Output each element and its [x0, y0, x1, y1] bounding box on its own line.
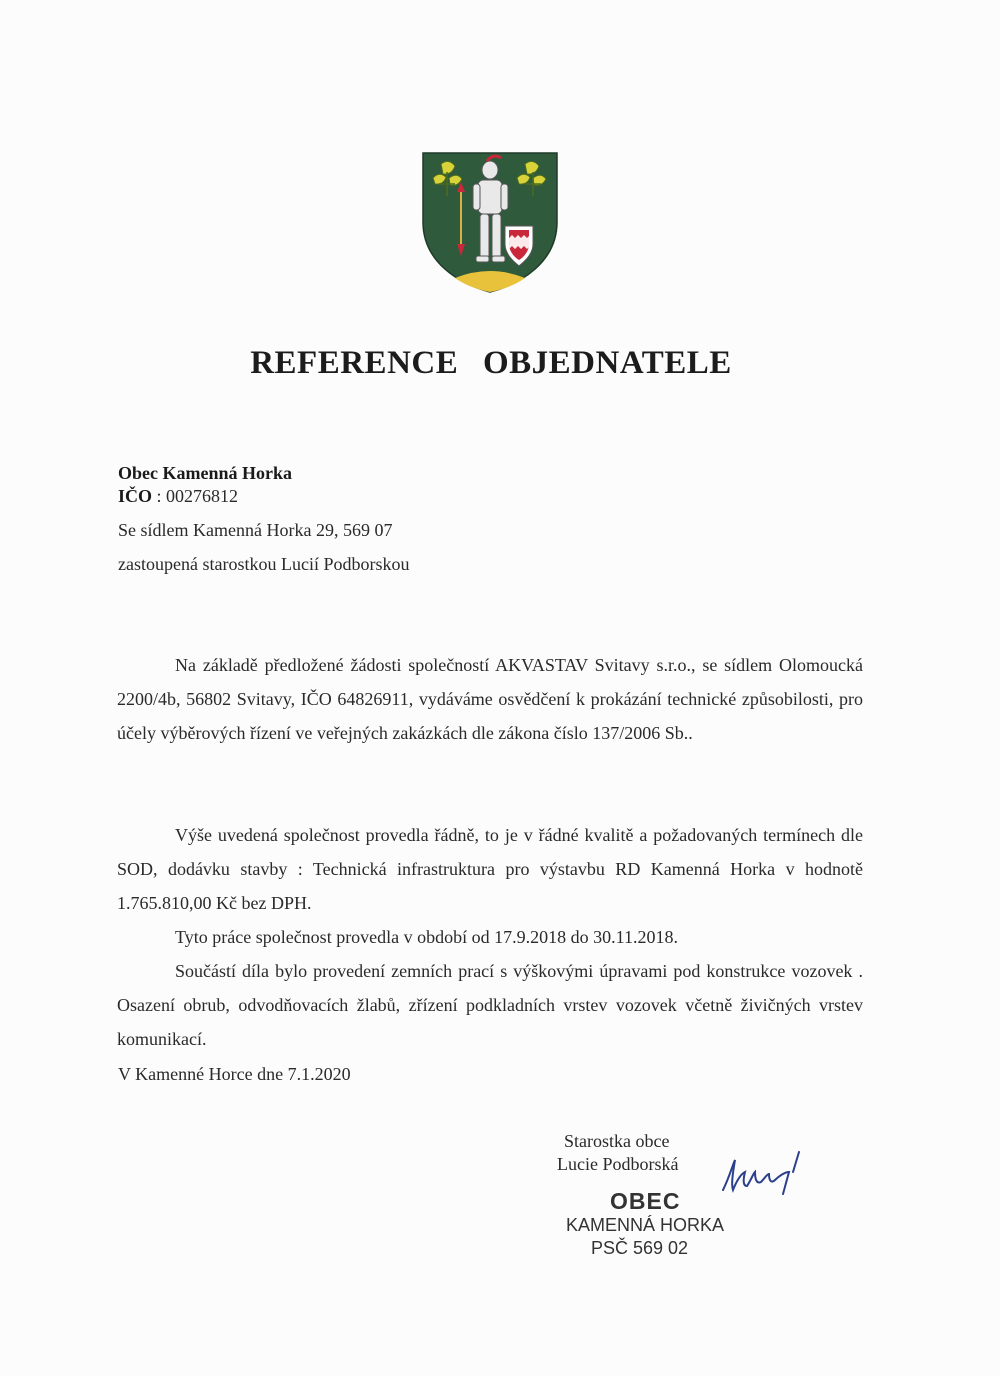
stamp-line-3: PSČ 569 02: [591, 1238, 689, 1258]
signatory-role: Starostka obce: [564, 1131, 670, 1151]
client-address: Se sídlem Kamenná Horka 29, 569 07: [118, 520, 393, 540]
client-representative: zastoupená starostkou Lucií Podborskou: [118, 554, 410, 574]
ico-label: IČO: [118, 486, 153, 506]
signatory-name: Lucie Podborská: [557, 1154, 679, 1174]
handwritten-signature: [715, 1150, 815, 1200]
client-ico: [118, 485, 238, 507]
paragraph-period-text: Tyto práce společnost provedla v období od 17.9.2018 do 30.11.2018.: [175, 927, 678, 947]
stamp-line-1: OBEC: [610, 1188, 681, 1214]
coat-of-arms-logo: [421, 152, 559, 293]
paragraph-delivery-text: Výše uvedená společnost provedla řádně, to je v řádné kvalitě a požadovaných termínech dle SOD, dodávku stavby : Technická infrastruktura pro výstavbu RD Kamenná Horka v hodnotě 1.765.810,00 Kč bez DPH.: [117, 825, 863, 913]
ico-value: : 00276812: [156, 486, 239, 506]
paragraph-scope-text: Součástí díla bylo provedení zemních prací s výškovými úpravami pod konstrukce vozovek . Osazení obrub, odvodňovacích žlabů, zřízení podkladních vrstev vozovek včetně živičných vrstev komunikací.: [117, 961, 863, 1049]
paragraph-delivery: [117, 818, 863, 920]
place-date: V Kamenné Horce dne 7.1.2020: [118, 1064, 351, 1084]
paragraph-request: [117, 648, 863, 750]
paragraph-request-text: Na základě předložené žádosti společností AKVASTAV Svitavy s.r.o., se sídlem Olomoucká 2200/4b, 56802 Svitavy, IČO 64826911, vydáváme osvědčení k prokázání technické způsobilosti, pro účely výběrových řízení ve veřejných zakázkách dle zákona číslo 137/2006 Sb..: [117, 655, 863, 743]
stamp-line-2: KAMENNÁ HORKA: [566, 1215, 725, 1235]
client-name: Obec Kamenná Horka: [118, 463, 292, 483]
signatory-block: [557, 1130, 678, 1176]
paragraph-period: [117, 920, 863, 954]
document-title: REFERENCE OBJEDNATELE: [250, 345, 732, 381]
paragraph-scope: [117, 954, 863, 1056]
